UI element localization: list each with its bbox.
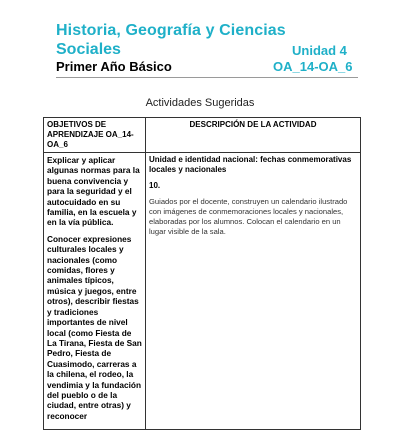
- objective-text: Conocer expresiones culturales locales y nacionales (como comidas, flores y animales típicos, música y juegos, entre otros), describir fiestas y tradiciones importantes de nivel local (como Fiesta de La Tirana, Fiesta de San Pedro, Fiesta de Cuasimodo, carreras a la chilena, el rodeo, la vendimia y la fundación del pueblo o de la ciudad, entre otras) y reconocer: [47, 233, 142, 421]
- header-divider: [56, 77, 358, 78]
- activity-description: Guiados por el docente, construyen un calendario ilustrado con imágenes de conmemoraciones locales y nacionales, elaboradas por los alumnos. Colocan el calendario en un lugar visible de la sala.: [149, 197, 348, 236]
- activity-number: 10.: [149, 181, 161, 190]
- description-column-header: DESCRIPCIÓN DE LA ACTIVIDAD: [146, 118, 361, 153]
- section-title: Actividades Sugeridas: [145, 97, 255, 109]
- table-header-row: [44, 118, 361, 153]
- oa-range-label: OA_14-OA_6: [273, 59, 353, 74]
- activities-table: [43, 117, 361, 430]
- grade-label: Primer Año Básico: [56, 59, 172, 74]
- objectives-cell: [44, 153, 146, 430]
- objective-text: Explicar y aplicar algunas normas para la buena convivencia y para la seguridad y el autocuidado en su familia, en la escuela y en la vía pública.: [47, 155, 140, 228]
- table-row: [44, 153, 361, 430]
- activity-title: Unidad e identidad nacional: fechas conmemorativas locales y nacionales: [149, 155, 352, 174]
- description-cell: [146, 153, 361, 430]
- unit-label: Unidad 4: [292, 43, 347, 58]
- subject-title: Historia, Geografía y Ciencias: [56, 22, 286, 39]
- subject-title-continued: Sociales: [56, 41, 121, 58]
- objectives-column-header: OBJETIVOS DE APRENDIZAJE OA_14-OA_6: [44, 118, 146, 153]
